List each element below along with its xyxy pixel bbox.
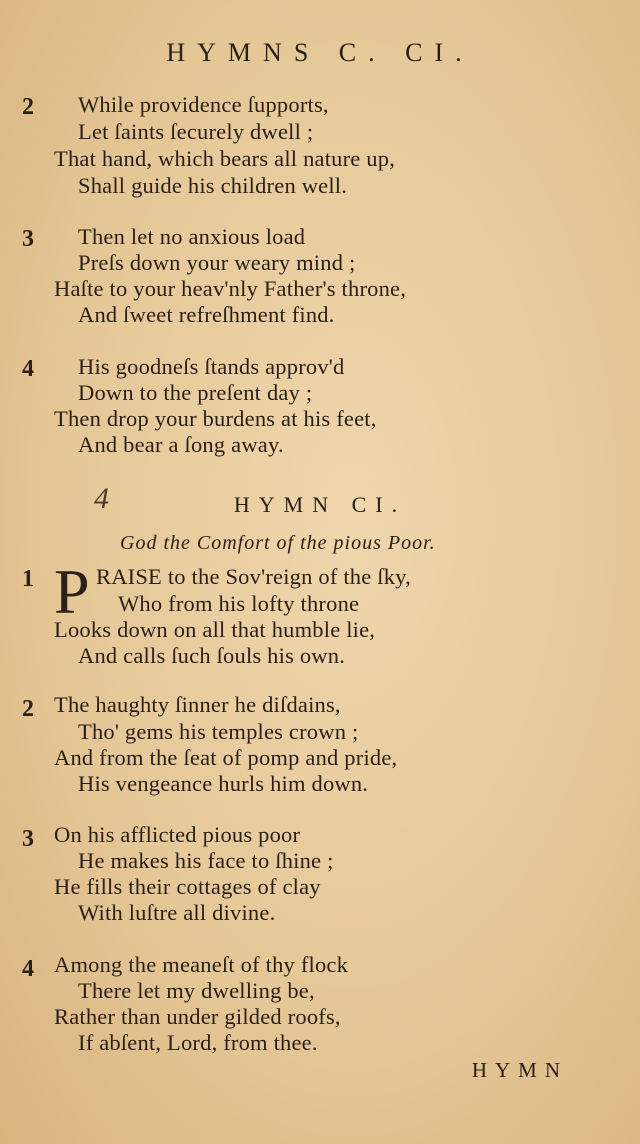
verse-line: And bear a ſong away. [78, 432, 284, 457]
verse-number: 3 [22, 826, 34, 852]
verse-line: If abſent, Lord, from thee. [78, 1030, 318, 1055]
verse-line: RAISE to the Sov'reign of the ſky, [96, 564, 411, 589]
verse-line: Preſs down your weary mind ; [78, 250, 356, 275]
verse-line: Shall guide his children well. [78, 173, 348, 198]
verse-line: Rather than under gilded roofs, [54, 1004, 341, 1029]
verse-number: 4 [22, 956, 34, 982]
verse-line: Haſte to your heav'nly Father's throne, [54, 276, 407, 301]
verse-number: 2 [22, 94, 34, 120]
running-head: HYMNS C. CI. [166, 38, 474, 67]
verse-line: Then drop your burdens at his feet, [54, 406, 377, 431]
handwritten-margin-mark: 4 [94, 482, 109, 515]
verse-line: With luſtre all divine. [78, 900, 276, 925]
hymn-subtitle: God the Comfort of the pious Poor. [120, 532, 436, 554]
verse-line: There let my dwelling be, [78, 978, 315, 1003]
verse-number: 4 [22, 356, 34, 382]
verse-line: And calls ſuch ſouls his own. [78, 643, 346, 668]
verse-line: Down to the preſent day ; [78, 380, 313, 405]
verse-line: He fills their cottages of clay [54, 874, 321, 899]
verse-line: Then let no anxious load [78, 224, 306, 249]
verse-line: His vengeance hurls him down. [78, 771, 369, 796]
verse-line: Tho' gems his temples crown ; [78, 719, 359, 744]
verse-line: That hand, which bears all nature up, [54, 146, 396, 171]
hymn-title: HYMN CI. [233, 492, 407, 517]
verse-line: While providence ſupports, [78, 92, 329, 117]
verse-number: 3 [22, 226, 34, 252]
verse-number: 2 [22, 696, 34, 722]
verse-line: Among the meaneſt of thy flock [54, 952, 349, 977]
verse-line: And ſweet refreſhment find. [78, 302, 335, 327]
drop-cap: P [54, 556, 90, 627]
verse-number: 1 [22, 566, 34, 592]
verse-line: And from the ſeat of pomp and pride, [54, 745, 398, 770]
verse-line: The haughty ſinner he diſdains, [54, 692, 341, 717]
verse-line: Let ſaints ſecurely dwell ; [78, 119, 314, 144]
verse-line: On his afflicted pious poor [54, 822, 301, 847]
verse-line: He makes his face to ſhine ; [78, 848, 334, 873]
verse-line: His goodneſs ſtands approv'd [78, 354, 345, 379]
verse-line: Who from his lofty throne [118, 591, 360, 616]
catchword: HYMN [471, 1058, 568, 1082]
verse-line: Looks down on all that humble lie, [54, 617, 376, 642]
